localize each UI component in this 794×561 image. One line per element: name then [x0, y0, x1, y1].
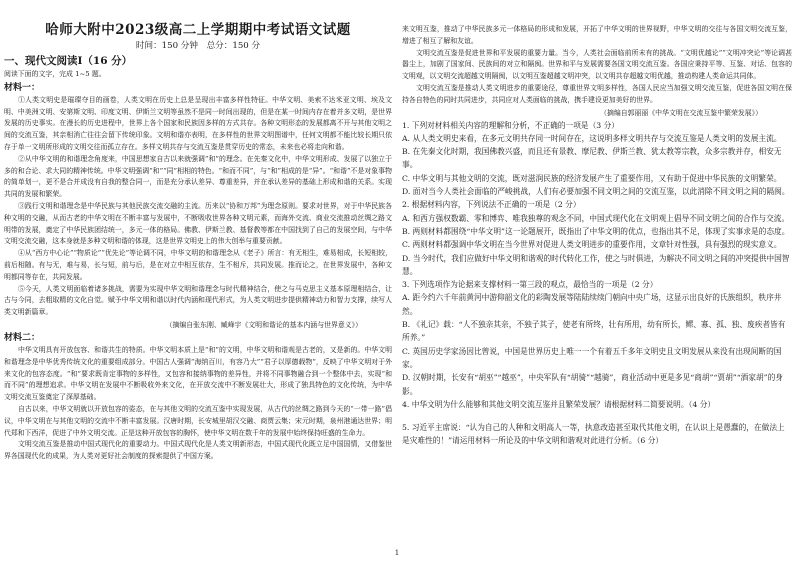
question-option[interactable]: B. 两则材料都围绕“中华文明”这一论题展开，既指出了中华文明的优点，也指出其不足，体现了实事求是的态度。 — [402, 226, 790, 236]
material1-source: （摘编自张东刚、臧峰宇《文明和谐论的基本内涵与世界意义》） — [165, 320, 362, 329]
question-option[interactable]: B. 在先秦文化时期，我国佛教兴盛，而且还有景教、摩尼教、伊斯兰教、犹太教等宗教，众多宗教并存，相安无事。 — [402, 147, 782, 170]
section-heading: 一、现代文阅读Ⅰ（16 分） — [4, 55, 133, 67]
exam-header — [4, 22, 392, 52]
question-option[interactable]: C. 英国历史学家汤因比曾说，中国是世界历史上唯一一个有着五千多年文明史且文明发展从来没有出现间断的国家。 — [402, 346, 782, 369]
question-option[interactable]: C. 中华文明与其他文明的交流，既对滋润民族的经济发展产生了重要作用，又有助于促进中华民族的文明繁荣。 — [402, 173, 782, 183]
material1-body — [4, 95, 392, 319]
material2-paragraph: 自古以来，中华文明就以开放包容的姿态，在与其他文明的交流互鉴中实现发展，从古代的丝绸之路到今天的“一带一路”倡议，中华文明在与其他文明的交流中不断丰富发展。汉唐时期，长安城里胡汉交融、商贾云集；宋元时期，泉州港通达世界；明代郑和下西洋，促进了中外文明交流。正是这种开放包容的胸怀，使中华文明在数千年的发展中始终保持旺盛的生命力。 — [4, 404, 392, 437]
right-column — [402, 24, 792, 448]
question-option[interactable]: D. 面对当今人类社会面临的严峻挑战，人们有必要加强不同文明之间的交流互鉴，以此消除不同文明之间的隔阂。 — [402, 187, 790, 197]
material1-paragraph: ②从中华文明的和谐理念角度来，中国思想家自古以来就强调“和”的理念。在先秦文化中，中华文明形成、发展了以独立于多的和合论、求大同的精神传统。中华文明强调“和”“同”相相的特色。“和而不同”，与“和”相成的是“异”。“和谐”不是对象事物的简单划一，更不是合并成没有自我的整合同一，而是充分承认差异、尊重差异，并在承认差异的基础上形成和谐的关系。实现共同的发展和繁荣。 — [4, 154, 392, 199]
material1-paragraph: ③践行文明和谐理念是中华民族与其他民族交流交融的主流。历来以“协和万邦”为理念原则。要求对世界，对于中华民族各种文明的交融，从而古老的中华文明在不断丰富与发展中，不断吸收世界各种文明元素，而海外交流、商业交流推动丝绸之路文明带的发展，奠定了中华民族团结统一，多元一体的格局。佛教、伊斯兰教、基督教等都在中国找到了自己的发展空间，与中华文明交流交融，这本身就是多种文明和谐的体现，这是世界文明史上的伟大创举与重要贡献。 — [4, 201, 392, 246]
material2-paragraph: 文明交流互鉴是促进世界和平发展的重要力量。当今，人类社会面临前所未有的挑战。“文明优越论”“文明冲突论”等论调甚嚣尘上，加剧了国家间、民族间的对立和隔阂。世界和平与发展需要各国文明交流互鉴。各国应秉持平等、互鉴、对话、包容的文明观，以文明交流超越文明隔阂，以文明互鉴超越文明冲突，以文明共存超越文明优越，推动构建人类命运共同体。 — [402, 48, 792, 81]
material1-paragraph: ⑤今天，人类文明面临着诸多挑战，需要为实现中华文明和谐理念与时代精神结合，使之与马克思主义基本原理相结合，让古与今同，去粗取精的文化自觉。赋予中华文明和谐以时代内涵和现代形式，为人类文明进步提供精神动力和智力支撑，续写人类文明新篇章。 — [4, 284, 392, 317]
question-option[interactable]: D. 当今时代，我们应做好中华文明和谐观的时代转化工作，使之与时俱进，为解决不同文明之间的冲突提供中国智慧。 — [402, 253, 790, 276]
question-5 — [402, 421, 792, 448]
question-2 — [402, 198, 792, 278]
question-3 — [402, 278, 792, 398]
material2-paragraph: 中华文明具有开放包容、和谐共生的特质。中华文明本质上是“和”的文明，中华文明和谐观是古老的，又是新的。中华文明和谐理念是中华优秀传统文化的重要组成部分。中国古人强调“海纳百川，有容乃大”“君子以厚德载物”，反映了中华文明对于外来文化的包容态度。“和”要求既肯定事物的多样性，又包容和接纳事物的差异性，并将不同事物融合到一个整体中去，实现“和而不同”的理想追求。中华文明在发展中不断吸收外来文化，在开放交流中不断发展壮大，形成了独具特色的文化传统，为中华文明交流互鉴奠定了深厚基础。 — [4, 345, 392, 402]
question-stem: 4. 中华文明为什么能够和其他文明交流互鉴并且繁荣发展？请根据材料二简要说明。（4 分） — [402, 399, 716, 409]
question-4 — [402, 398, 792, 411]
question-stem: 2. 根据材料内容，下列说法不正确的一项是（2 分） — [402, 200, 581, 210]
material2-body — [4, 345, 392, 463]
material2-source: （摘编自郭丽丽《中华文明在交流互鉴中繁荣发展》） — [600, 108, 762, 117]
question-1 — [402, 119, 792, 199]
material2-paragraph: 文明交流互鉴是推动中国式现代化的重要动力。中国式现代化是人类文明新形态，中国式现代化既立足中国国情，又借鉴世界各国现代化的成果，为人类对更好社会制度的探索提供了中国方案。 — [4, 440, 392, 461]
question-stem: 3. 下列选项作为论据来支撑材料一第三段的观点，最恰当的一项是（2 分） — [402, 280, 658, 290]
question-option[interactable]: B. 《礼记》载：“人不独亲其亲，不独子其子，使老有所终，壮有所用，幼有所长，鳏、寡、孤、独、废疾者皆有所养。” — [402, 320, 786, 343]
question-stem: 1. 下列对材料相关内容的理解和分析，不正确的一项是（3 分） — [402, 120, 619, 130]
material2-continuation: 来文明互鉴，推动了中华民族多元一体格局的形成和发展，开拓了中华文明的世界视野，中华文明的交往与各国文明交流互鉴，增进了相互了解和友谊。 — [402, 25, 792, 45]
reading-instruction: 阅读下面的文字，完成 1~5 题。 — [4, 70, 106, 78]
question-option[interactable]: A. 距今约六千年前黄河中游仰韶文化的彩陶发展等陆陆续续门朝向中央广场，这显示出良好的氏族组织，秩序井然。 — [402, 293, 782, 316]
question-option[interactable]: D. 汉朝时期，长安有“胡巫”“越巫”，中央军队有“胡骑”“越骑”，商业活动中更是多见“商胡”“贾胡”“酒家胡”的身影。 — [402, 373, 783, 396]
material2-paragraph: 文明交流互鉴是推动人类文明进步的重要途径，尊重世界文明多样性，各国人民应当加强文明交流互鉴，促进各国文明在保持各自特色的同时共同进步，共同应对人类面临的挑战，携手建设更加美好的世界。 — [402, 83, 792, 104]
material2-label: 材料二： — [4, 332, 41, 343]
page-number: 1 — [394, 549, 400, 557]
material1-label: 材料一： — [4, 82, 41, 93]
question-stem: 5. 习近平主席说：“认为自己的人种和文明高人一等，执意改造甚至取代其他文明，在认识上是愚蠢的，在做法上是灾难性的！”请运用材料一所论及的中华文明和谐观对此进行分析。（6 分） — [402, 423, 785, 446]
exam-meta: 时间：150 分钟 总分：150 分 — [135, 41, 261, 51]
question-option[interactable]: A. 从人类文明史来看，在多元文明共存同一时间存在，这说明多样文明共存与交流互鉴是人类文明的发展主流。 — [402, 133, 782, 143]
material1-paragraph: ④从“西方中心论”“物质论”“优先论”等论调不同，中华文明的和谐理念从《老子》所言：有无相生，难易相成，长短相较，前后相随。有与无，难与易，长与短，前与后，是在对立中相互依存，生不相斥，共同发展。推而论之，在世界发展中，各种文明都同等存在，共同发展。 — [4, 249, 392, 281]
question-option[interactable]: C. 两则材料都强调中华文明在当今世界对促进人类文明进步的重要作用，文章针对性强，具有强烈的现实意义。 — [402, 240, 782, 250]
material1-paragraph: ①人类文明史是璀璨夺目的画卷，人类文明在历史上总是呈现出丰富多样性特征。中华文明、美索不达米亚文明、埃及文明、中美洲文明、安第斯文明、印度文明、伊斯兰文明等虽然不是同一时间出现的，但是在某一时间内存在着并多文明，是世界发展的历史事实。在漫长的历史进程中，世界上各个国家和民族因多样的方式共存。各种文明形态的发展都离不开与其他文明之间的交流互鉴，其亲相消亡往往会留下传统印象。文明和谐亦表明，在多样性的世界文明图谱中，任何文明都不能比较长期只依存于单一文明所形成的文明交往而孤立存在。多样文明共存与交流互鉴是贯穿历史的常态，未来也必将走向和谐。 — [4, 95, 392, 151]
exam-title: 哈师大附中2023级高二上学期期中考试语文试题 — [45, 22, 351, 38]
left-column — [4, 22, 392, 463]
question-option[interactable]: A. 和西方强权数霸、零和博弈、唯我独尊的观念不同，中国式现代化在文明观上倡导不同文明之间的合作与交流。 — [402, 213, 790, 223]
